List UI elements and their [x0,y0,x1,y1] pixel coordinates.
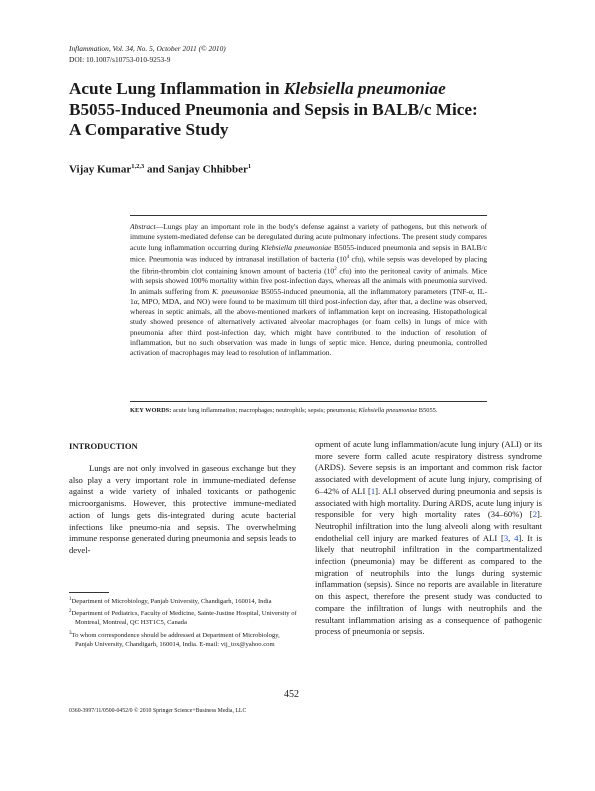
keywords-species: Klebsiella pneumoniae [358,407,418,414]
abstract-text: B5055-induced pneumonia and sepsis in BALB/c mice. Pneumonia was induced by intranasal instillation of bacteria (10 [130,242,487,264]
abstract-text: cfu) into the peritoneal cavity of animals. Mice with sepsis showed 100% mortality within five post-infection days, whereas all the animals with pneumonia survived. In animals suffering from [130,266,487,296]
citation-link[interactable]: 2 [532,509,537,520]
author-conjunction: and [144,163,168,176]
footnote-marker: 1 [69,597,72,602]
title-line2: B5055-Induced Pneumonia and Sepsis in BALB/c Mice: [69,99,478,119]
abstract-bottom-rule [130,401,487,402]
keywords [130,406,490,415]
footnote [69,608,299,628]
footnote-marker: 2 [69,609,72,615]
abstract-text: B5055-induced pneumonia, all the inflammatory parameters (TNF-α, IL-1α, MPO, MDA, and NO) were found to be maximum till third post-infection day, after that, a decline was observed, whereas in septic animals, all the above-mentioned markers of inflammation kept on increasing. Histopathological study showed presence of alternatively activated alveolar macrophages (or foam cells) in lungs of mice with pneumonia after third post-infection day, which might have contributed to the induction of resolution of inflammation, but no such observation was made in lungs of septic mice. Hence, during pneumonia, controlled activation of macrophages may lead to resolution of inflammation. [130,286,487,358]
abstract-species: K. pneumoniae [212,286,259,296]
footnote [69,630,299,650]
keywords-text: acute lung inflammation; macrophages; neutrophils; sepsis; pneumonia; [171,407,359,414]
page-number: 452 [284,689,299,700]
title-line1-text: Acute Lung Inflammation in [69,79,284,98]
abstract-text: —Lungs play an important role in the body's defense against a variety of pathogens, but this network of immune system-mediated defense can be deregulated during acute pulmonary infections. The present study compares acute lung inflammation occurring during [130,222,487,252]
footnote-text: To whom correspondence should be addressed at Department of Microbiology, Panjab University, Chandigarh, 160014, India. E-mail: vij_tox@yahoo.com [71,631,280,648]
article-title [69,79,539,141]
intro-paragraph: Lungs are not only involved in gaseous exchange but they also play a very important role in immune-mediated defense against a wide variety of inhaled toxicants or pathogenic microorganisms. However, this protective immune-mediated action of lungs gets dis-integrated during acute bacterial infections like pneumo-nia and sepsis. The overwhelming immune response generated during pneumonia and sepsis leads to devel- [69,463,296,555]
intro-text: ]. ALI observed during pneumonia and sepsis is associated with high mortality. During ARDS, acute lung injury is responsible for very high mortality rates (34–60%) [ [315,485,542,520]
intro-text: ]. Neutrophil infiltration into the lung alveoli along with resultant endothelial cell injury are marked features of ALI [ [315,509,542,543]
abstract-species: Klebsiella pneumoniae [261,242,332,252]
abstract-exponent: 2 [334,266,337,272]
footnote-rule [69,592,109,593]
intro-text: ]. It is likely that neutrophil infiltration in the compartmentalized infection (pneumonia) may be different as compared to the migration of neutrophils into the lungs during systemic inflammation (sepsis). Since no reports are available in literature on this aspect, therefore the present study was conducted to compare the infiltration of lungs with neutrophils and the resultant inflammation arising as a consequence of pathogenic process of pneumonia or sepsis. [315,532,543,637]
footnotes [69,596,299,651]
abstract-top-rule [130,215,487,216]
author-affiliation-sup: 1 [247,163,252,170]
footnote-text: Department of Microbiology, Panjab University, Chandigarh, 160014, India [71,598,272,606]
intro-right-column [315,439,542,638]
author-name: Vijay Kumar [69,163,132,176]
intro-paragraph-cont [315,439,542,638]
author-name: Sanjay Chhibber [167,163,248,176]
title-line3: A Comparative Study [69,120,229,139]
copyright-footer: 0360-3997/11/0500-0452/0 © 2010 Springer Science+Business Media, LLC [69,708,247,714]
intro-text: opment of acute lung inflammation/acute lung injury (ALI) or its more severe form called acute respiratory distress syndrome (ARDS). Severe sepsis is an important and common risk factor associated with development of acute lung injury, comprising of 6–42% of ALI [ [315,439,542,496]
footnote-text: Department of Pediatrics, Faculty of Medicine, Sainte-Justine Hospital, University of Montreal, Montreal, QC H3T1C5, Canada [71,610,297,627]
author-list [69,163,251,176]
citation-link[interactable]: 4 [514,532,519,543]
keywords-label: KEY WORDS: [130,407,172,414]
section-heading-introduction: INTRODUCTION [69,441,138,451]
author-affiliation-sup: 1,2,3 [131,163,145,170]
intro-left-column [69,463,296,557]
footnote-marker: 3 [69,630,72,636]
abstract-exponent: 4 [346,254,350,260]
intro-text: , [508,532,515,543]
abstract [130,222,487,358]
journal-citation: Inflammation, Vol. 34, No. 5, October 2011 (© 2010) [69,44,226,53]
footnote [69,596,299,607]
doi: DOI: 10.1007/s10753-010-9253-9 [69,55,171,64]
abstract-text: cfu), while sepsis was developed by placing the fibrin-thrombin clot containing known amount of bacteria (10 [130,254,487,276]
citation-link[interactable]: 1 [370,485,376,496]
title-species: Klebsiella pneumoniae [283,79,446,98]
keywords-text: B5055. [417,407,438,414]
abstract-label: Abstract [130,222,156,231]
citation-link[interactable]: 3 [503,532,509,543]
